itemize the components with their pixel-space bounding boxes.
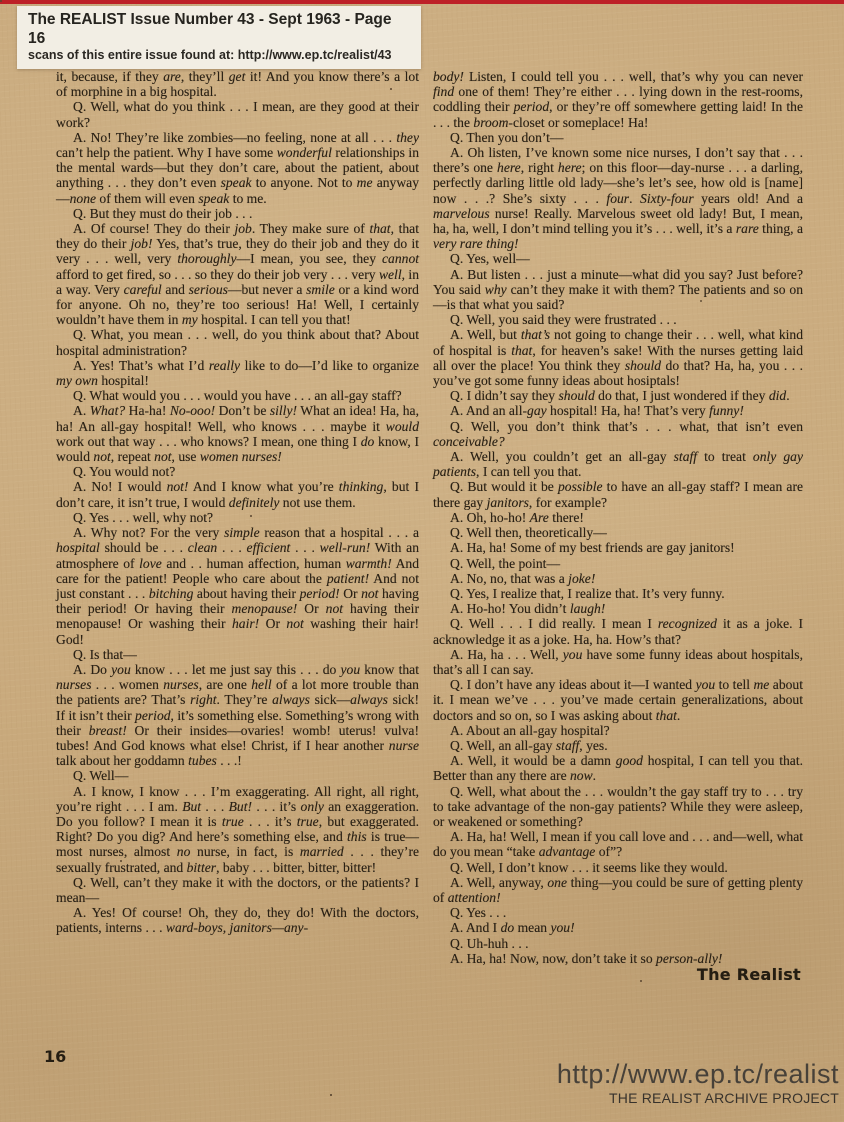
paragraph: A. But listen . . . just a minute—what did you say? Just before? You said why can’t they make it with them? The patients and so on—is that what you said?	[433, 266, 804, 313]
top-red-strip	[0, 0, 844, 4]
paragraph: Q. But would it be possible to have an all-gay staff? I mean are there gay janitors, for example?	[433, 479, 804, 510]
paragraph: A. And I do mean you!	[450, 920, 575, 936]
paragraph: Q. Well, can’t they make it with the doctors, or the patients? I mean—	[56, 874, 419, 905]
paper-specks	[0, 0, 2, 2]
magazine-signature: The Realist	[696, 964, 801, 984]
archive-banner	[17, 6, 421, 69]
paragraph: A. Do you know . . . let me just say this . . . do you know that nurses . . . women nurses, are one hell of a lot more trouble than the patients are? That’s right. They’re always sick—always sick! If it isn’t their period, it’s something else. Something’s wrong with their breast! Or their insides—ovaries! womb! uterus! vulva! tubes! And God knows what else! Christ, if I hear another nurse talk about her goddamn tubes . . .!	[56, 661, 420, 769]
paragraph: A. Ha, ha! Now, now, don’t take it so person-ally!	[450, 950, 723, 966]
paragraph: A. What? Ha-ha! No-ooo! Don’t be silly! What an idea! Ha, ha, ha! An all-gay hospital! Well, who knows . . . maybe it would work out that way . . . who knows? I mean, one thing I do know, I would not, repeat not, use women nurses!	[56, 403, 419, 465]
paragraph: Q. Well, the point—	[450, 555, 561, 571]
paragraph: Q. But they must do their job . . .	[73, 205, 253, 221]
paragraph: Q. Well, you said they were frustrated . . .	[450, 312, 677, 328]
archive-footer	[557, 1059, 839, 1106]
paragraph: Q. Well—	[73, 768, 129, 784]
paragraph: A. Ha, ha! Well, I mean if you call love and . . . and—well, what do you mean “take advantage of”?	[433, 829, 803, 860]
paragraph: A. Well, but that’s not going to change their . . . well, what kind of hospital is that, for heaven’s sake! With the nurses getting laid all over the place! You think they should do that? Ha, ha, you . . . you’ve got some funny ideas about hosiptals!	[433, 327, 804, 389]
paragraph: A. Oh listen, I’ve known some nice nurses, I don’t say that . . . there’s one here, right here; on this floor—day-nurse . . . a darling, perfectly darling little old lady—she’s let’s see, how old is [name] now . . .? She’s sixty . . . four. Sixty-four years old! And a marvelous nurse! Really. Marvelous sweet old lady! But, I mean, ha, ha, well, I don’t mind telling you it’s . . . well, it’s a rare thing, a very rare thing!	[433, 145, 803, 252]
paragraph: A. Ha, ha . . . Well, you have some funny ideas about hospitals, that’s all I can say.	[433, 646, 803, 677]
paragraph: Q. Is that—	[73, 646, 137, 662]
banner-subtitle: scans of this entire issue found at: http://www.ep.tc/realist/43	[28, 48, 392, 62]
paragraph: Q. Well . . . I did really. I mean I recognized it as a joke. I acknowledge it as a joke. Ha, ha. How’s that?	[433, 616, 803, 647]
paragraph: Q. Well then, theoretically—	[450, 525, 607, 541]
paragraph: Q. Well, what about the . . . wouldn’t the gay staff try to . . . try to take advantage of the non-gay patients? While they were asleep, or weakened or something?	[433, 783, 803, 829]
banner-title: The REALIST Issue Number 43 - Sept 1963 - Page 16	[28, 11, 392, 47]
paragraph: A. Oh, ho-ho! Are there!	[450, 509, 584, 525]
column-right	[433, 69, 803, 984]
footer-project: THE REALIST ARCHIVE PROJECT	[609, 1090, 839, 1106]
paragraph: Q. I don’t have any ideas about it—I wanted you to tell me about it. I mean we’ve . . . you’ve made certain generalizations, about doctors and so on, so I was asking about that.	[433, 677, 803, 723]
paragraph: Q. Yes . . . well, why not?	[73, 509, 214, 525]
paragraph: A. Well, it would be a damn good hospital, I can tell you that. Better than any there are now.	[433, 753, 804, 784]
paragraph: Q. What would you . . . would you have . . . an all-gay staff?	[73, 388, 402, 404]
paragraph: A. No, no, that was a joke!	[450, 570, 596, 586]
paragraph: A. And an all-gay hospital! Ha, ha! That’s very funny!	[450, 403, 744, 419]
paragraph: Q. Well, what do you think . . . I mean, are they good at their work?	[56, 99, 419, 130]
paragraph: Q. Yes . . .	[450, 905, 507, 921]
paragraph: Q. Yes, well—	[450, 251, 530, 267]
paragraph: A. I know, I know . . . I’m exaggerating. All right, all right, you’re right . . . I am. But . . . But! . . . it’s only an exaggeration. Do you follow? I mean it is true . . . it’s true, but exaggerated. Right? Do you dig? And here’s something else, and this is true—most nurses, almost no nurse, in fact, is married . . . they’re sexually frustrated, and bitter, baby . . . bitter, bitter, bitter!	[56, 783, 420, 875]
paragraph: A. Why not? For the very simple reason that a hospital . . . a hospital should be . . . clean . . . efficient . . . well-run! With an atmosphere of love and . . human affection, human warmth! And care for the patient! People who care about the patient! And not just constant . . . bitching about having their period! Or not having their period! Or having their menopause! Or not having their menopause! Or washing their hair! Or not washing their hair! God!	[56, 525, 420, 647]
paragraph: A. Well, you couldn’t get an all-gay staff to treat only gay patients, I can tell you that.	[433, 449, 803, 480]
column-left	[56, 69, 419, 936]
paragraph: A. No! I would not! And I know what you’re thinking, but I don’t care, it isn’t true, I would definitely not use them.	[56, 479, 419, 510]
paragraph: Q. Uh-huh . . .	[450, 935, 529, 951]
paragraph: Q. You would not?	[73, 464, 176, 480]
paragraph: Q. I didn’t say they should do that, I just wondered if they did.	[450, 388, 790, 404]
footer-url: http://www.ep.tc/realist	[556, 1059, 839, 1089]
paragraph: Q. Yes, I realize that, I realize that. It’s very funny.	[450, 585, 725, 601]
page-number: 16	[44, 1047, 67, 1066]
paragraph: A. Yes! That’s what I’d really like to do—I’d like to organize my own hospital!	[56, 357, 419, 389]
paragraph: A. Yes! Of course! Oh, they do, they do! With the doctors, patients, interns . . . ward-boys, janitors—any-	[56, 905, 419, 936]
paragraph: Q. Then you don’t—	[450, 129, 564, 145]
paragraph: A. Ho-ho! You didn’t laugh!	[450, 601, 606, 617]
paragraph: A. Of course! They do their job. They make sure of that, that they do their job! Yes, that’s true, they do their job and they do it very . . . well, very thoroughly—I mean, you see, they cannot afford to get fired, so . . . so they do their job very . . . very well, in a way. Very careful and serious—but never a smile or a kind word for anyone. Oh no, they’re too serious! Ha! Well, I certainly wouldn’t have them in my hospital. I can tell you that!	[56, 221, 420, 328]
paragraph: body! Listen, I could tell you . . . well, that’s why you can never find one of them! They’re either . . . lying down in the rest-rooms, coddling their period, or they’re off somewhere getting laid! In the . . . the broom-closet or someplace! Ha!	[433, 69, 803, 130]
paragraph: it, because, if they are, they’ll get it! And you know there’s a lot of morphine in a big hospital.	[56, 69, 419, 100]
paragraph: A. Well, anyway, one thing—you could be sure of getting plenty of attention!	[433, 874, 804, 905]
paragraph: Q. Well, an all-gay staff, yes.	[450, 737, 608, 753]
paragraph: A. No! They’re like zombies—no feeling, none at all . . . they can’t help the patient. Why I have some wonderful relationships in the mental wards—but they don’t care, about the patient, about anything . . . they don’t even speak to anyone. Not to me anyway—none of them will even speak to me.	[56, 129, 420, 206]
paragraph: Q. Well, you don’t think that’s . . . what, that isn’t even conceivable?	[433, 418, 803, 449]
paragraph: Q. Well, I don’t know . . . it seems like they would.	[450, 859, 728, 875]
paragraph: A. About an all-gay hospital?	[450, 722, 610, 738]
paragraph: Q. What, you mean . . . well, do you think about that? About hospital administration?	[56, 327, 419, 358]
paragraph: A. Ha, ha! Some of my best friends are gay janitors!	[450, 540, 735, 556]
